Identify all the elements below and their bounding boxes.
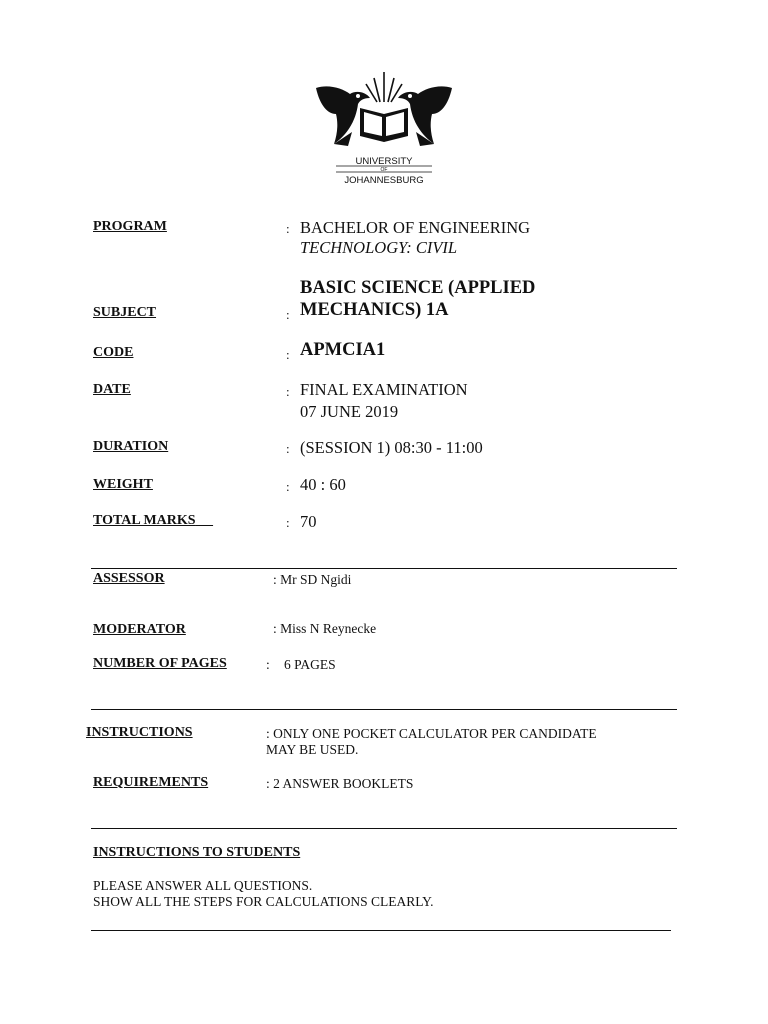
requirements-label: REQUIREMENTS <box>93 775 209 790</box>
students-line2: SHOW ALL THE STEPS FOR CALCULATIONS CLEARLY. <box>93 894 434 909</box>
instructions-value-line1: : ONLY ONE POCKET CALCULATOR PER CANDIDATE <box>266 726 597 741</box>
separator-line-4 <box>91 930 671 931</box>
pages-value: 6 PAGES <box>284 657 336 672</box>
students-line1: PLEASE ANSWER ALL QUESTIONS. <box>93 878 313 893</box>
university-crest-icon <box>308 66 460 190</box>
date-label: DATE <box>93 382 131 397</box>
duration-colon: : <box>286 441 290 456</box>
duration-label: DURATION <box>93 439 169 454</box>
separator-line-2 <box>91 709 677 710</box>
university-line1: UNIVERSITY <box>355 156 413 167</box>
students-heading: INSTRUCTIONS TO STUDENTS <box>93 845 301 860</box>
university-line2: OF <box>380 167 388 173</box>
code-value: APMCIA1 <box>300 340 386 360</box>
total-marks-label <box>93 513 213 529</box>
moderator-value: : Miss N Reynecke <box>273 621 377 636</box>
total-marks-label-text: TOTAL MARKS <box>93 513 196 528</box>
weight-colon: : <box>286 479 290 494</box>
assessor-value: : Mr SD Ngidi <box>273 572 352 587</box>
subject-value-line2: MECHANICS) 1A <box>300 300 449 320</box>
separator-line-3 <box>91 828 677 829</box>
weight-value: 40 : 60 <box>300 475 346 494</box>
moderator-label: MODERATOR <box>93 622 186 637</box>
subject-colon: : <box>286 307 290 322</box>
date-colon: : <box>286 384 290 399</box>
instructions-value-line2: MAY BE USED. <box>266 742 359 757</box>
date-value-line2: 07 JUNE 2019 <box>300 402 399 421</box>
program-colon: : <box>286 221 290 236</box>
code-label: CODE <box>93 345 134 360</box>
duration-value: (SESSION 1) 08:30 - 11:00 <box>300 438 483 457</box>
total-marks-value: 70 <box>300 512 317 531</box>
code-colon: : <box>286 347 290 362</box>
program-value-line1: BACHELOR OF ENGINEERING <box>300 218 531 237</box>
total-marks-colon: : <box>286 515 290 530</box>
assessor-label: ASSESSOR <box>93 571 165 586</box>
date-value-line1: FINAL EXAMINATION <box>300 380 468 399</box>
program-label: PROGRAM <box>93 219 167 234</box>
instructions-label: INSTRUCTIONS <box>86 725 193 740</box>
program-value-line2: TECHNOLOGY: CIVIL <box>300 238 458 257</box>
subject-value-line1: BASIC SCIENCE (APPLIED <box>300 278 536 298</box>
pages-label: NUMBER OF PAGES <box>93 656 227 671</box>
requirements-value: : 2 ANSWER BOOKLETS <box>266 776 414 791</box>
separator-line-1 <box>91 568 677 569</box>
university-line3: JOHANNESBURG <box>344 175 424 186</box>
weight-label: WEIGHT <box>93 477 153 492</box>
subject-label: SUBJECT <box>93 305 157 320</box>
pages-colon: : <box>266 657 270 672</box>
